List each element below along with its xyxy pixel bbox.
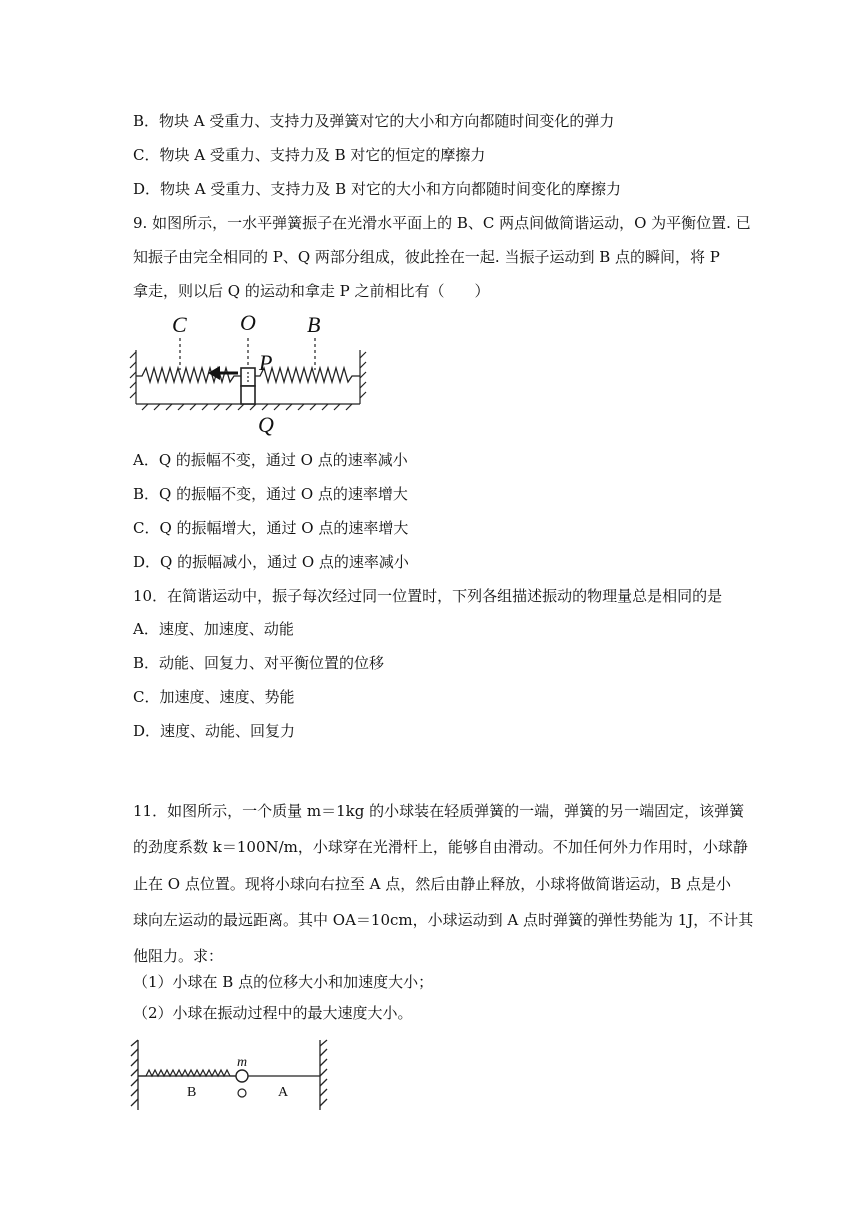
q9-stem-line-1: 9. 如图所示，一水平弹簧振子在光滑水平面上的 B、C 两点间做简谐运动，O 为平衡位置. 已 <box>133 214 751 232</box>
q11-sub-question-1: （1）小球在 B 点的位移大小和加速度大小； <box>133 973 434 991</box>
q10-option-d: D．速度、动能、回复力 <box>133 722 296 740</box>
q9-left-spring <box>136 368 241 382</box>
q11-line-4: 球向左运动的最远距离。其中 OA＝10cm，小球运动到 A 点时弹簧的弹性势能为 1J，不计其 <box>133 911 754 929</box>
q10-stem: 10．在简谐运动中，振子每次经过同一位置时，下列各组描述振动的物理量总是相同的是 <box>133 587 723 605</box>
q11-line-1: 11．如图所示，一个质量 m＝1kg 的小球装在轻质弹簧的一端，弹簧的另一端固定，该弹簧 <box>133 802 745 820</box>
q11-line-3: 止在 O 点位置。现将小球向右拉至 A 点，然后由静止释放，小球将做简谐运动，B 点是小 <box>133 875 731 893</box>
q11-o-marker <box>238 1089 246 1097</box>
q11-spring <box>138 1070 236 1076</box>
q11-spring-ball-figure <box>128 1036 340 1116</box>
q11-label-m: m <box>237 1055 248 1070</box>
q9-label-o: O <box>240 310 256 335</box>
q9-stem-line-3: 拿走，则以后 Q 的运动和拿走 P 之前相比有（ ） <box>133 282 490 300</box>
q11-sub-question-2: （2）小球在振动过程中的最大速度大小。 <box>133 1004 413 1022</box>
q11-label-a: A <box>278 1085 289 1100</box>
q11-left-wall <box>131 1040 138 1110</box>
q9-option-a: A．Q 的振幅不变，通过 O 点的速率减小 <box>133 451 408 469</box>
q9-label-p: P <box>259 350 273 375</box>
q10-option-b: B．动能、回复力、对平衡位置的位移 <box>133 654 385 672</box>
q9-label-b: B <box>307 312 321 337</box>
q11-right-wall <box>320 1040 327 1110</box>
q9-stem-line-2: 知振子由完全相同的 P、Q 两部分组成，彼此拴在一起. 当振子运动到 B 点的瞬间，将 P <box>133 248 720 266</box>
q8-option-c: C．物块 A 受重力、支持力及 B 对它的恒定的摩擦力 <box>133 146 486 164</box>
q11-line-5: 他阻力。求： <box>133 947 224 965</box>
q11-line-2: 的劲度系数 k＝100N/m，小球穿在光滑杆上，能够自由滑动。不加任何外力作用时，小球静 <box>133 838 748 856</box>
q11-ball <box>236 1070 248 1082</box>
q10-option-a: A．速度、加速度、动能 <box>133 620 294 638</box>
q9-option-c: C．Q 的振幅增大，通过 O 点的速率增大 <box>133 519 409 537</box>
q11-label-b: B <box>187 1085 197 1100</box>
q8-option-b: B．物块 A 受重力、支持力及弹簧对它的大小和方向都随时间变化的弹力 <box>133 112 615 130</box>
q9-option-d: D．Q 的振幅减小，通过 O 点的速率减小 <box>133 553 409 571</box>
q9-label-q: Q <box>258 412 274 437</box>
q9-spring-oscillator-figure <box>128 310 368 438</box>
q9-block-q <box>241 386 255 404</box>
q8-option-d: D．物块 A 受重力、支持力及 B 对它的大小和方向都随时间变化的摩擦力 <box>133 180 621 198</box>
q10-option-c: C．加速度、速度、势能 <box>133 688 295 706</box>
q9-option-b: B．Q 的振幅不变，通过 O 点的速率增大 <box>133 485 408 503</box>
q9-label-c: C <box>172 312 187 337</box>
